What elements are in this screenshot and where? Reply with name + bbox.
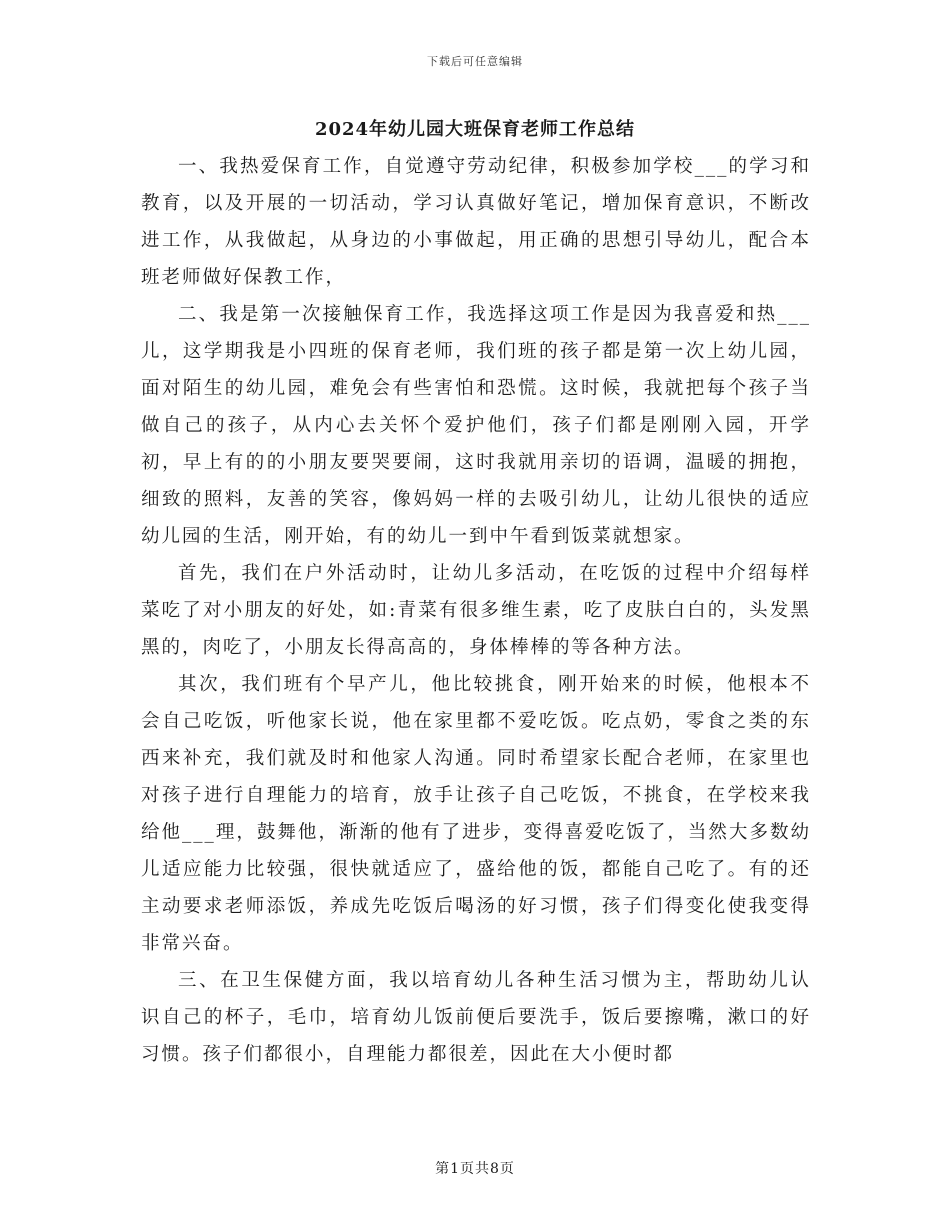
paragraph-5: 三、在卫生保健方面，我以培育幼儿各种生活习惯为主，帮助幼儿认识自己的杯子，毛巾，培育幼儿饭前便后要洗手，饭后要擦嘴，漱口的好习惯。孩子们都很小，自理能力都很差，因此在大小便时都 xyxy=(141,970,811,1065)
document-body xyxy=(141,148,811,1073)
header-note: 下载后可任意编辑 xyxy=(427,55,523,68)
paragraph-3: 首先，我们在户外活动时，让幼儿多活动，在吃饭的过程中介绍每样菜吃了对小朋友的好处，如:青菜有很多维生素，吃了皮肤白白的，头发黑黑的，肉吃了，小朋友长得高高的，身体棒棒的等各种方法。 xyxy=(141,563,811,658)
paragraph-2: 二、我是第一次接触保育工作，我选择这项工作是因为我喜爱和热___儿，这学期我是小四班的保育老师，我们班的孩子都是第一次上幼儿园，面对陌生的幼儿园，难免会有些害怕和恐慌。这时候，我就把每个孩子当做自己的孩子，从内心去关怀个爱护他们，孩子们都是刚刚入园，开学初，早上有的的小朋友要哭要闹，这时我就用亲切的语调，温暖的拥抱，细致的照料，友善的笑容，像妈妈一样的去吸引幼儿，让幼儿很快的适应幼儿园的生活，刚开始，有的幼儿一到中午看到饭菜就想家。 xyxy=(141,304,811,547)
paragraph-1: 一、我热爱保育工作，自觉遵守劳动纪律，积极参加学校___的学习和教育，以及开展的一切活动，学习认真做好笔记，增加保育意识，不断改进工作，从我做起，从身边的小事做起，用正确的思想引导幼儿，配合本班老师做好保教工作， xyxy=(141,156,811,288)
paragraph-4: 其次，我们班有个早产儿，他比较挑食，刚开始来的时候，他根本不会自己吃饭，听他家长说，他在家里都不爱吃饭。吃点奶，零食之类的东西来补充，我们就及时和他家人沟通。同时希望家长配合老师，在家里也对孩子进行自理能力的培育，放手让孩子自己吃饭，不挑食，在学校来我给他___理，鼓舞他，渐渐的他有了进步，变得喜爱吃饭了，当然大多数幼儿适应能力比较强，很快就适应了，盛给他的饭，都能自己吃了。有的还主动要求老师添饭，养成先吃饭后喝汤的好习惯，孩子们得变化使我变得非常兴奋。 xyxy=(141,674,811,954)
page-number: 第1页共8页 xyxy=(435,1161,515,1177)
document-title: 2024年幼儿园大班保育老师工作总结 xyxy=(314,119,636,140)
